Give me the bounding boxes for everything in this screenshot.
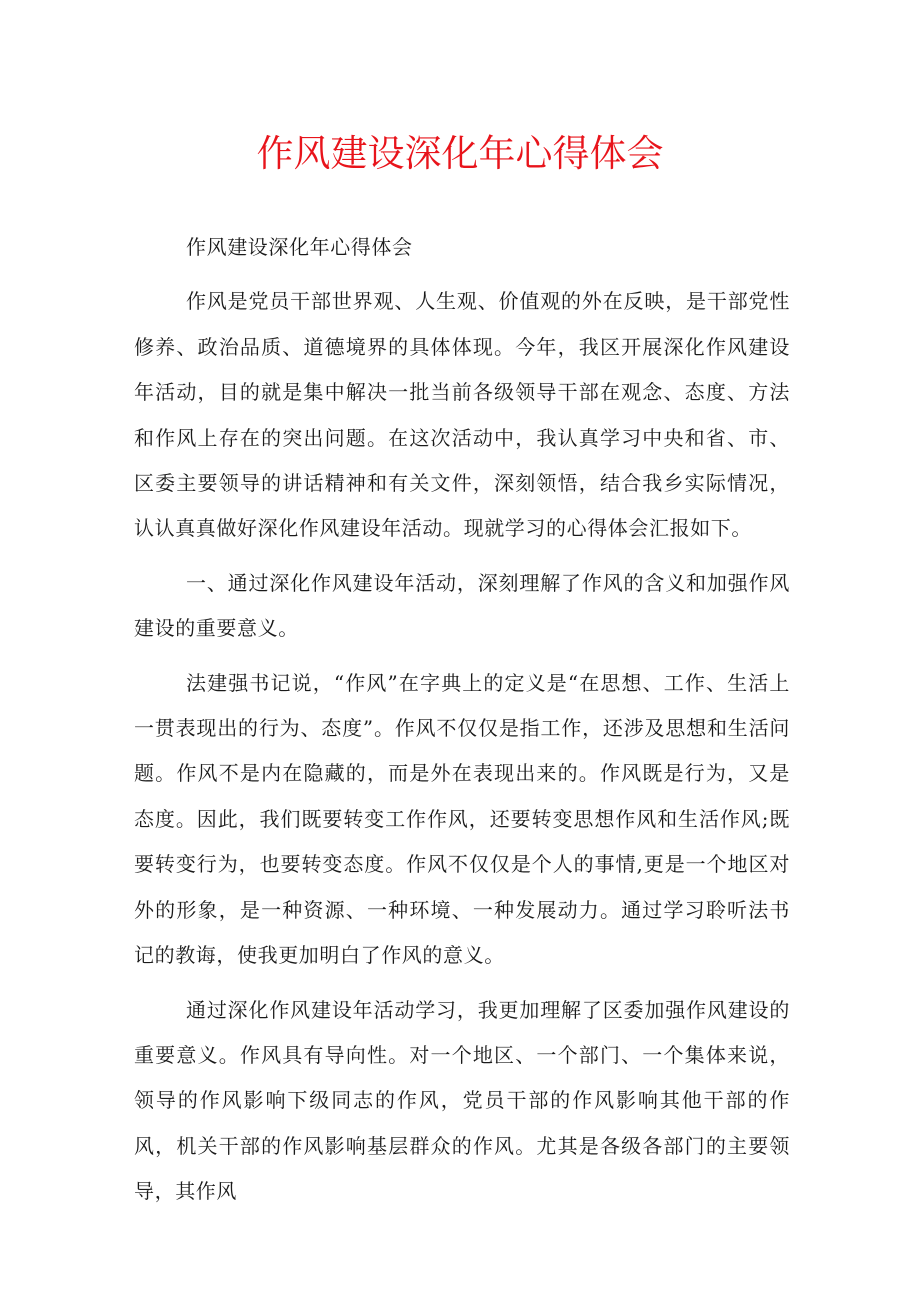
- subtitle-paragraph: 作风建设深化年心得体会: [186, 235, 413, 259]
- document-title: 作风建设深化年心得体会: [256, 132, 664, 175]
- intro-paragraph: 作风是党员干部世界观、人生观、价值观的外在反映，是干部党性修养、政治品质、道德境界的具体体现。今年，我区开展深化作风建设年活动，目的就是集中解决一批当前各级领导干部在观念、态度、方法和作风上存在的突出问题。在这次活动中，我认真学习中央和省、市、区委主要领导的讲话精神和有关文件，深刻领悟，结合我乡实际情况，认认真真做好深化作风建设年活动。现就学习的心得体会汇报如下。: [134, 289, 790, 541]
- definition-paragraph: 法建强书记说，“作风”在字典上的定义是“在思想、工作、生活上一贯表现出的行为、态度”。作风不仅仅是指工作，还涉及思想和生活问题。作风不是内在隐藏的，而是外在表现出来的。作风既是行为，又是态度。因此，我们既要转变工作作风，还要转变思想作风和生活作风;既要转变行为，也要转变态度。作风不仅仅是个人的事情,更是一个地区对外的形象，是一种资源、一种环境、一种发展动力。通过学习聆听法书记的教诲，使我更加明白了作风的意义。: [134, 670, 790, 968]
- document-body: [134, 225, 790, 1215]
- significance-paragraph: 通过深化作风建设年活动学习，我更加理解了区委加强作风建设的重要意义。作风具有导向性。对一个地区、一个部门、一个集体来说，领导的作风影响下级同志的作风，党员干部的作风影响其他干部的作风，机关干部的作风影响基层群众的作风。尤其是各级各部门的主要领导，其作风: [134, 997, 790, 1204]
- section-heading-paragraph: 一、通过深化作风建设年活动，深刻理解了作风的含义和加强作风建设的重要意义。: [134, 570, 790, 641]
